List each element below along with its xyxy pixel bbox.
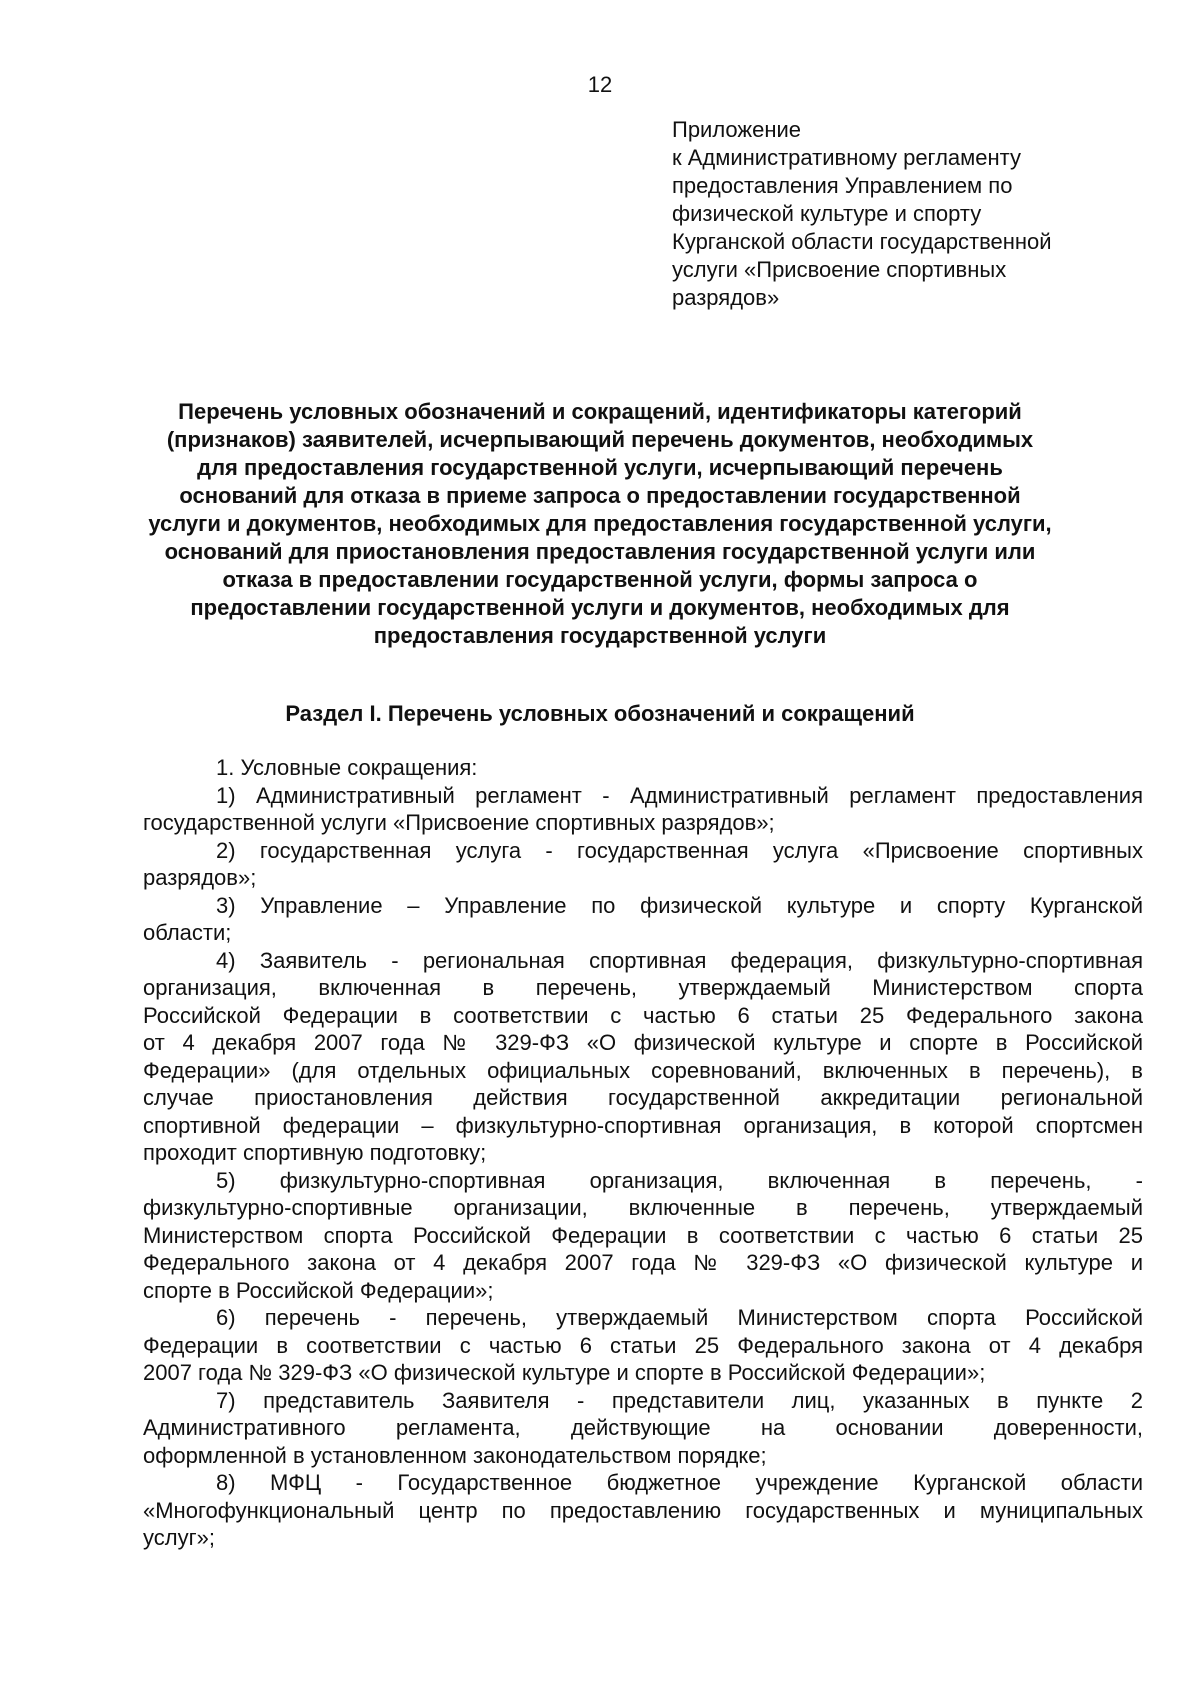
list-item-line: 1. Условные сокращения: (216, 755, 478, 780)
list-item-line: проходит спортивную подготовку; (143, 1140, 487, 1165)
list-item (143, 837, 1143, 892)
list-item (143, 1304, 1143, 1387)
list-item-line: разрядов»; (143, 865, 257, 890)
title-line: (признаков) заявителей, исчерпывающий перечень документов, необходимых (166, 427, 1034, 452)
appendix-line: Курганской области государственной (672, 229, 1052, 254)
list-item (143, 892, 1143, 947)
list-item-line: «Многофункциональный центр по предоставлению государственных и муниципальных (143, 1497, 1143, 1523)
list-item-line: случае приостановления действия государственной аккредитации региональной (143, 1085, 1143, 1110)
list-item-line: 8) МФЦ - Государственное бюджетное учреждение Курганской области (216, 1470, 1143, 1495)
list-item-line: Министерством спорта Российской Федерации в соответствии с частью 6 статьи 25 (143, 1222, 1143, 1248)
list-item (143, 947, 1143, 1167)
list-item-line: организация, включенная в перечень, утверждаемый Министерством спорта (143, 975, 1143, 1000)
list-item-line: 5) физкультурно-спортивная организация, включенная в перечень, - (216, 1167, 1143, 1193)
list-item-line: 2007 года № 329-ФЗ «О физической культуре и спорте в Российской Федерации»; (143, 1360, 986, 1385)
list-item-line: 7) представитель Заявителя - представители лиц, указанных в пункте 2 (216, 1387, 1143, 1413)
list-item-line: 2) государственная услуга - государственная услуга «Присвоение спортивных (216, 837, 1143, 863)
page-number: 12 (587, 72, 613, 97)
list-item-line: спорте в Российской Федерации»; (143, 1277, 494, 1303)
list-item-line: Федерации» (для отдельных официальных соревнований, включенных в перечень), в (143, 1057, 1143, 1083)
list-item-line: Российской Федерации в соответствии с частью 6 статьи 25 Федерального закона (143, 1002, 1143, 1028)
list-item-line: Административного регламента, действующие на основании доверенности, (143, 1415, 1143, 1440)
list-item-line: оформленной в установленном законодательством порядке; (143, 1442, 767, 1468)
list-item (143, 1167, 1143, 1305)
title-line: оснований для приостановления предоставления государственной услуги или (164, 539, 1036, 564)
document-title (140, 398, 1060, 650)
list-item-line: Федерации в соответствии с частью 6 статьи 25 Федерального закона от 4 декабря (143, 1332, 1143, 1358)
list-item-line: физкультурно-спортивные организации, включенные в перечень, утверждаемый (143, 1195, 1143, 1220)
title-line: предоставлении государственной услуги и документов, необходимых для (190, 595, 1010, 620)
list-item-line: от 4 декабря 2007 года № 329-ФЗ «О физической культуре и спорте в Российской (143, 1030, 1143, 1055)
list-item-line: спортивной федерации – физкультурно-спортивная организация, в которой спортсмен (143, 1112, 1143, 1138)
list-item (143, 1387, 1143, 1470)
list-item-line: государственной услуги «Присвоение спортивных разрядов»; (143, 810, 775, 835)
list-item-line: Федерального закона от 4 декабря 2007 года № 329-ФЗ «О физической культуре и (143, 1250, 1143, 1275)
list-item-line: услуг»; (143, 1525, 215, 1550)
title-line: услуги и документов, необходимых для предоставления государственной услуги, (148, 511, 1052, 536)
list-item (143, 1469, 1143, 1552)
appendix-line: Приложение (672, 117, 802, 142)
list-item-line: 3) Управление – Управление по физической культуре и спорту Курганской (216, 892, 1143, 918)
title-line: для предоставления государственной услуги, исчерпывающий перечень (197, 455, 1003, 480)
section-title: Раздел I. Перечень условных обозначений и сокращений (285, 701, 915, 726)
appendix-line: физической культуре и спорту (672, 201, 982, 226)
list-item-line: области; (143, 920, 232, 945)
title-line: оснований для отказа в приеме запроса о предоставлении государственной (179, 483, 1021, 508)
title-line: отказа в предоставлении государственной услуги, формы запроса о (222, 567, 978, 592)
appendix-line: предоставления Управлением по (672, 173, 1013, 198)
list-item (143, 782, 1143, 837)
title-line: Перечень условных обозначений и сокращений, идентификаторы категорий (178, 399, 1022, 424)
appendix-line: услуги «Присвоение спортивных (672, 257, 1007, 282)
appendix-line: разрядов» (672, 285, 780, 310)
list-item (143, 754, 1143, 782)
appendix-note (672, 116, 1132, 312)
list-item-line: 4) Заявитель - региональная спортивная федерация, физкультурно-спортивная (216, 947, 1143, 973)
list-item-line: 6) перечень - перечень, утверждаемый Министерством спорта Российской (216, 1305, 1143, 1330)
title-line: предоставления государственной услуги (373, 623, 827, 648)
appendix-line: к Административному регламенту (672, 145, 1022, 170)
list-item-line: 1) Административный регламент - Административный регламент предоставления (216, 782, 1143, 808)
document-body (143, 754, 1143, 1552)
